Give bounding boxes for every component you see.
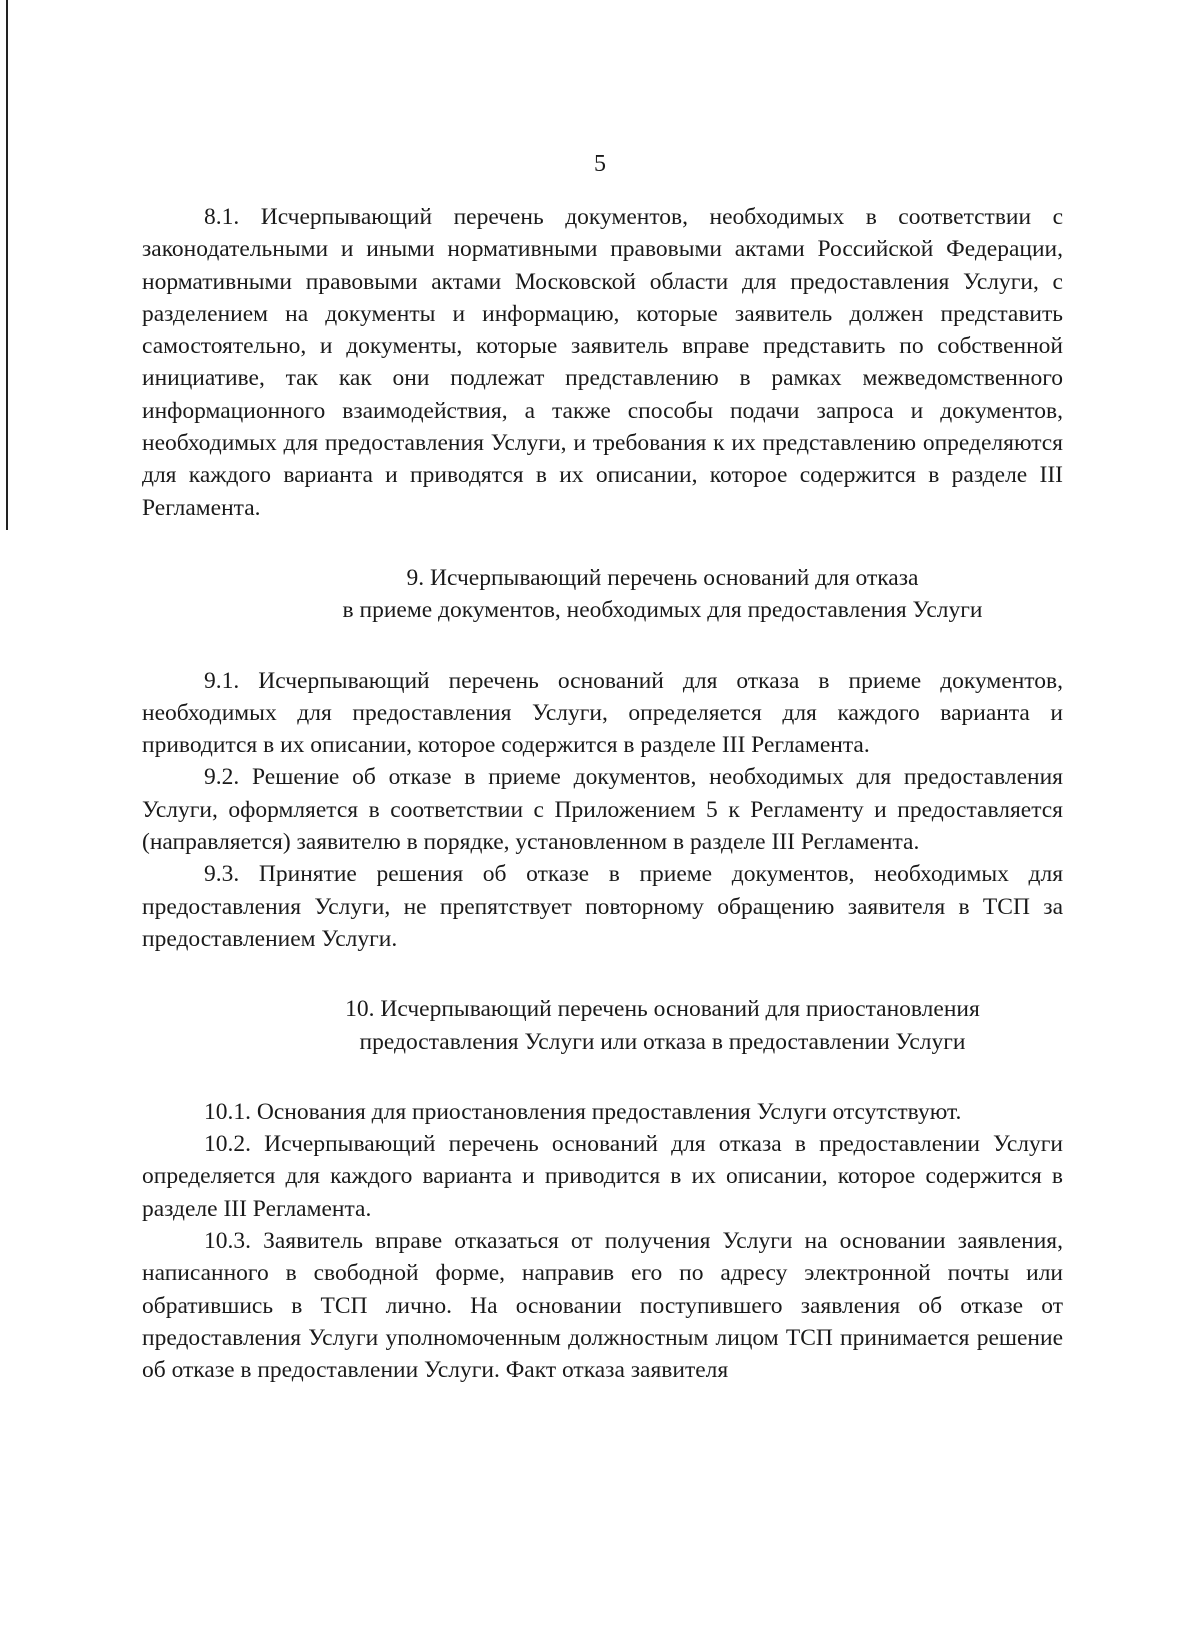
- scan-edge-line: [6, 0, 8, 530]
- paragraph-9-3: 9.3. Принятие решения об отказе в приеме документов, необходимых для предоставления Услуги, не препятствует повторному обращению заявителя в ТСП за предоставлением Услуги.: [142, 861, 1063, 952]
- paragraph-10-3: 10.3. Заявитель вправе отказаться от получения Услуги на основании заявления, написанного в свободной форме, направив его по адресу электронной почты или обратившись в ТСП лично. На основании поступившего заявления об отказе от предоставления Услуги уполномоченным должностным лицом ТСП принимается решение об отказе в предоставлении Услуги. Факт отказа заявителя: [142, 1228, 1063, 1384]
- section-10-heading-line-1: 10. Исчерпывающий перечень оснований для приостановления: [345, 996, 980, 1023]
- section-9-heading: [142, 562, 1063, 627]
- paragraph-9-1: 9.1. Исчерпывающий перечень оснований для отказа в приеме документов, необходимых для предоставления Услуги, определяется для каждого варианта и приводится в их описании, которое содержится в разделе III Регламента.: [142, 667, 1063, 759]
- section-9-heading-line-2: в приеме документов, необходимых для предоставления Услуги: [342, 597, 983, 624]
- section-10-heading: [142, 993, 1063, 1058]
- document-body: [142, 201, 1063, 1387]
- paragraph-8-1: 8.1. Исчерпывающий перечень документов, необходимых в соответствии с законодательными и иными нормативными правовыми актами Российской Федерации, нормативными правовыми актами Московской области для предоставления Услуги, с разделением на документы и информацию, которые заявитель должен представить самостоятельно, и документы, которые заявитель вправе представить по собственной инициативе, так как они подлежат представлению в рамках межведомственного информационного взаимодействия, а также способы подачи запроса и документов, необходимых для предоставления Услуги, и требования к их представлению определяются для каждого варианта и приводятся в их описании, которое содержится в разделе III Регламента.: [142, 204, 1063, 521]
- section-10-heading-line-2: предоставления Услуги или отказа в предоставлении Услуги: [359, 1028, 966, 1055]
- paragraph-9-2: 9.2. Решение об отказе в приеме документов, необходимых для предоставления Услуги, оформляется в соответствии с Приложением 5 к Регламенту и предоставляется (направляется) заявителю в порядке, установленном в разделе III Регламента.: [142, 764, 1063, 856]
- paragraph-10-1: 10.1. Основания для приостановления предоставления Услуги отсутствуют.: [204, 1098, 962, 1125]
- paragraph-10-2: 10.2. Исчерпывающий перечень оснований для отказа в предоставлении Услуги определяется для каждого варианта и приводится в их описании, которое содержится в разделе III Регламента.: [142, 1131, 1063, 1222]
- page-number: 5: [594, 151, 606, 177]
- section-9-heading-line-1: 9. Исчерпывающий перечень оснований для отказа: [406, 564, 919, 591]
